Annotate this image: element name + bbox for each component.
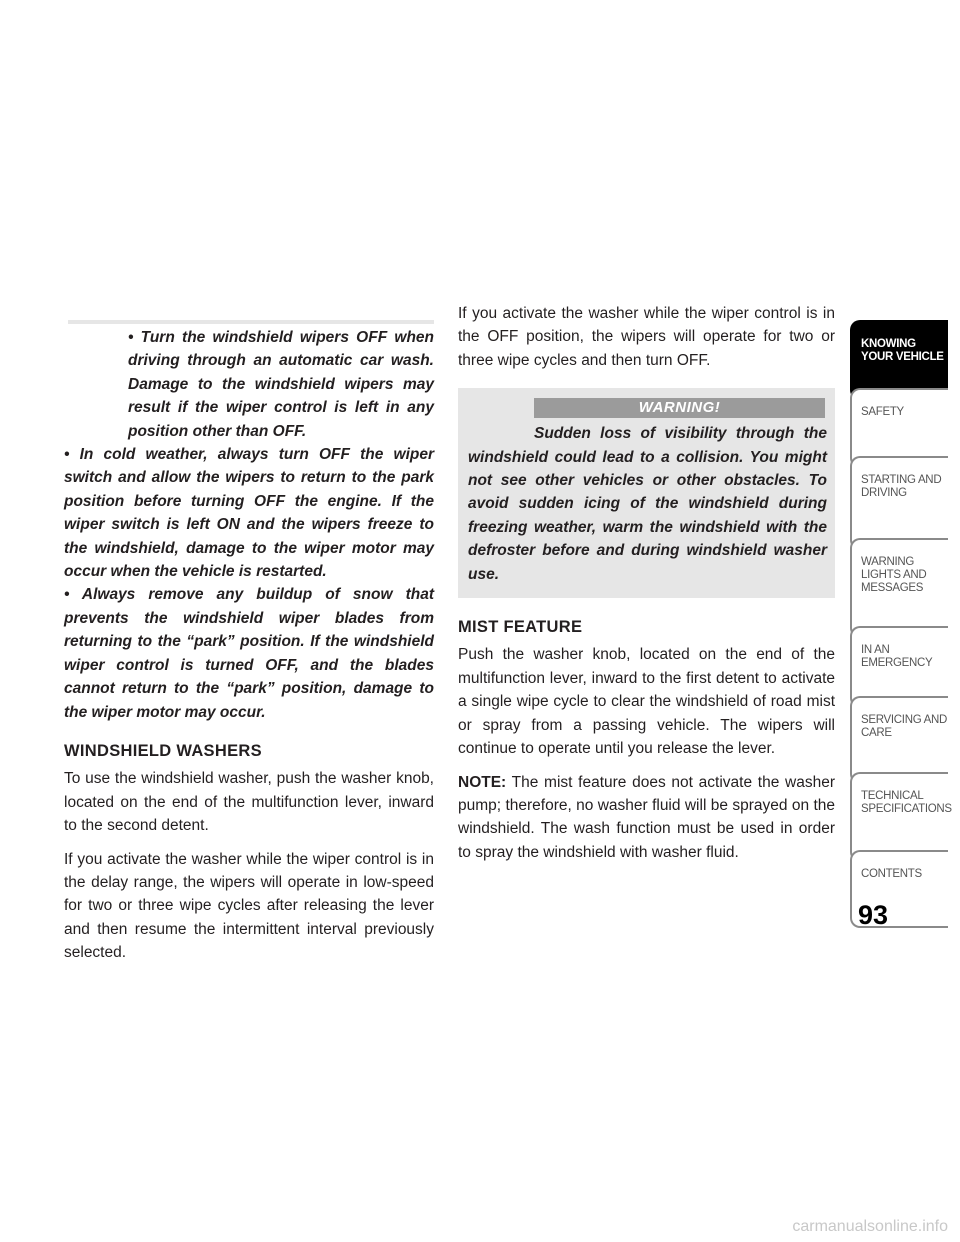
tab-knowing-your-vehicle[interactable]: KNOWING YOUR VEHICLE [850, 320, 948, 400]
note-text: The mist feature does not activate the washer pump; therefore, no washer fluid will be sprayed on the windshield. The wash function must be used in order to spray the windshield with washer fluid. [458, 773, 835, 861]
caution-item-snow-buildup: • Always remove any buildup of snow that prevents the windshield wiper blades from returning to the “park” position. If the windshield wiper control is turned OFF, and the blades cannot return to the “park” position, damage to the wiper motor may occur. [64, 586, 434, 721]
caution-box [64, 320, 434, 724]
caution-item-cold-weather: • In cold weather, always turn OFF the wiper switch and allow the wipers to return to the park position before turning OFF the engine. If the wiper switch is left ON and the wipers freeze to the windshield, damage to the wiper motor may occur when the vehicle is restarted. [64, 446, 434, 581]
washers-paragraph-2: If you activate the washer while the wiper control is in the delay range, the wipers will operate in low-speed for two or three wipe cycles after releasing the lever and then resume the intermittent interval previously selected. [64, 850, 434, 962]
tab-technical-specifications[interactable]: TECHNICAL SPECIFICATIONS [850, 772, 948, 862]
tab-servicing-and-care[interactable]: SERVICING AND CARE [850, 696, 948, 784]
washers-paragraph-1: To use the windshield washer, push the washer knob, located on the end of the multifunction lever, inward to the second detent. [64, 770, 434, 835]
tab-warning-lights-and-messages[interactable]: WARNING LIGHTS AND MESSAGES [850, 538, 948, 638]
tab-safety[interactable]: SAFETY [850, 388, 948, 468]
warning-text-body: Sudden loss of visibility through the windshield could lead to a collision. You might not see other vehicles or other obstacles. To avoid sudden icing of the windshield during freezing weather, warm the windshield with the defroster before and during windshield washer use. [468, 425, 827, 583]
caution-top-rule [68, 320, 434, 324]
warning-title: WARNING! [534, 398, 825, 418]
warning-box [458, 388, 835, 598]
right-column [458, 302, 835, 874]
caution-item-car-wash: • Turn the windshield wipers OFF when driving through an automatic car wash. Damage to the windshield wipers may result if the wiper control is left in any position other than OFF. [128, 329, 434, 440]
warning-text [468, 422, 827, 586]
heading-mist-feature: MIST FEATURE [458, 618, 583, 637]
watermark: carmanualsonline.info [792, 1218, 948, 1235]
heading-windshield-washers: WINDSHIELD WASHERS [64, 741, 262, 760]
chapter-tabs [850, 320, 952, 916]
tab-contents[interactable]: CONTENTS [850, 850, 948, 928]
tab-starting-and-driving[interactable]: STARTING AND DRIVING [850, 456, 948, 550]
note-label: NOTE: [458, 773, 507, 791]
washers-paragraph-3: If you activate the washer while the wiper control is in the OFF position, the wipers will operate for two or three wipe cycles and then turn OFF. [458, 305, 835, 369]
tab-in-an-emergency[interactable]: IN AN EMERGENCY [850, 626, 948, 708]
mist-paragraph-1: Push the washer knob, located on the end of the multifunction lever, inward to the first detent to activate a single wipe cycle to clear the windshield of road mist or spray from a passing vehicle. The wipers will continue to operate until you release the lever. [458, 646, 835, 758]
mist-note [458, 771, 835, 865]
page-number: 93 [858, 900, 889, 930]
left-column [64, 320, 434, 975]
